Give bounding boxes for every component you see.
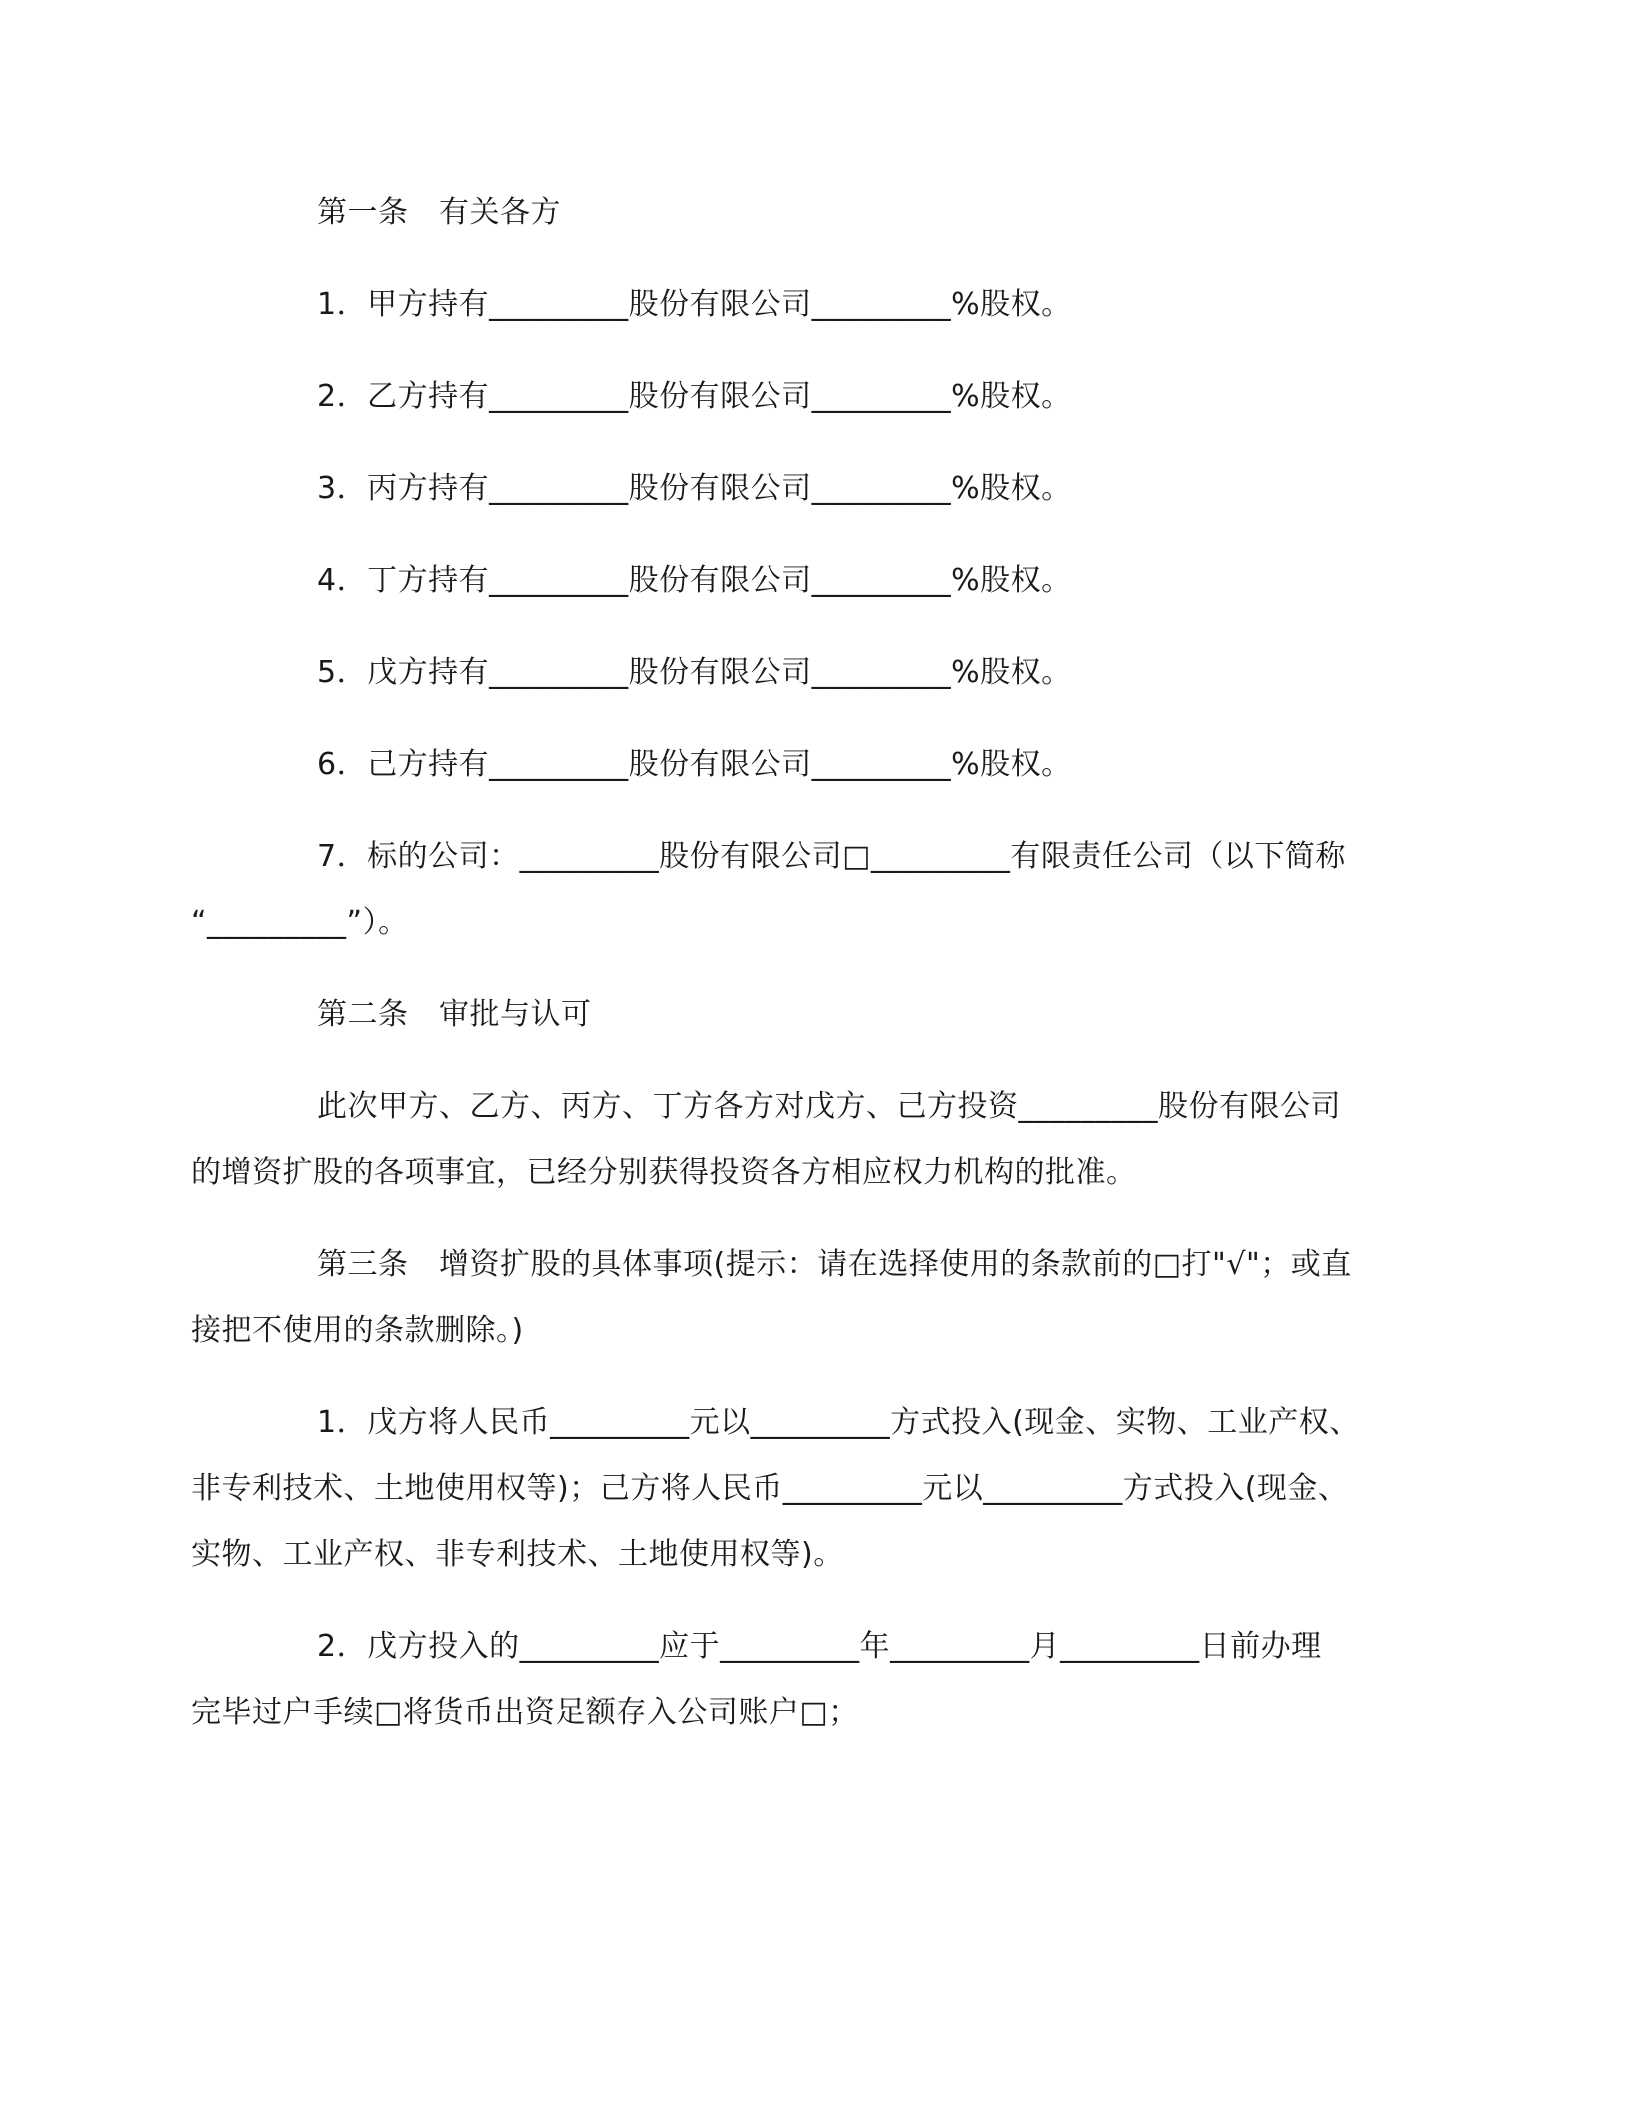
article-2-paragraph-line-1: 此次甲方、乙方、丙方、丁方各方对戊方、己方投资_________股份有限公司	[317, 1089, 1341, 1124]
article-2-heading: 第二条 审批与认可	[317, 997, 592, 1032]
article-3-item-2-line-1: 2．戊方投入的_________应于_________年_________月_________日前办理	[317, 1629, 1322, 1664]
article-2-paragraph-line-2: 的增资扩股的各项事宜，已经分别获得投资各方相应权力机构的批准。	[191, 1155, 1137, 1190]
article-1-item-6: 6．己方持有_________股份有限公司_________%股权。	[317, 747, 1072, 782]
article-1-item-2: 2．乙方持有_________股份有限公司_________%股权。	[317, 379, 1072, 414]
article-3-item-2-line-2: 完毕过户手续□将货币出资足额存入公司账户□；	[191, 1695, 859, 1730]
article-3-heading-line-1: 第三条 增资扩股的具体事项(提示：请在选择使用的条款前的□打"√"；或直	[317, 1247, 1352, 1282]
article-3-item-1-line-1: 1．戊方将人民币_________元以_________方式投入(现金、实物、工业产权、	[317, 1405, 1360, 1440]
article-1-item-1: 1．甲方持有_________股份有限公司_________%股权。	[317, 287, 1072, 322]
article-1-heading: 第一条 有关各方	[317, 195, 561, 230]
article-1-item-3: 3．丙方持有_________股份有限公司_________%股权。	[317, 471, 1072, 506]
article-3-heading-line-2: 接把不使用的条款删除。)	[191, 1313, 524, 1348]
article-1-item-7-line-2: “_________”）。	[191, 905, 409, 940]
article-1-item-4: 4．丁方持有_________股份有限公司_________%股权。	[317, 563, 1072, 598]
article-1-item-5: 5．戊方持有_________股份有限公司_________%股权。	[317, 655, 1072, 690]
article-1-item-7-line-1: 7．标的公司：_________股份有限公司□_________有限责任公司（以下简称	[317, 839, 1346, 874]
article-3-item-1-line-2: 非专利技术、土地使用权等)；己方将人民币_________元以_________方式投入(现金、	[191, 1471, 1349, 1506]
article-3-item-1-line-3: 实物、工业产权、非专利技术、土地使用权等)。	[191, 1537, 844, 1572]
